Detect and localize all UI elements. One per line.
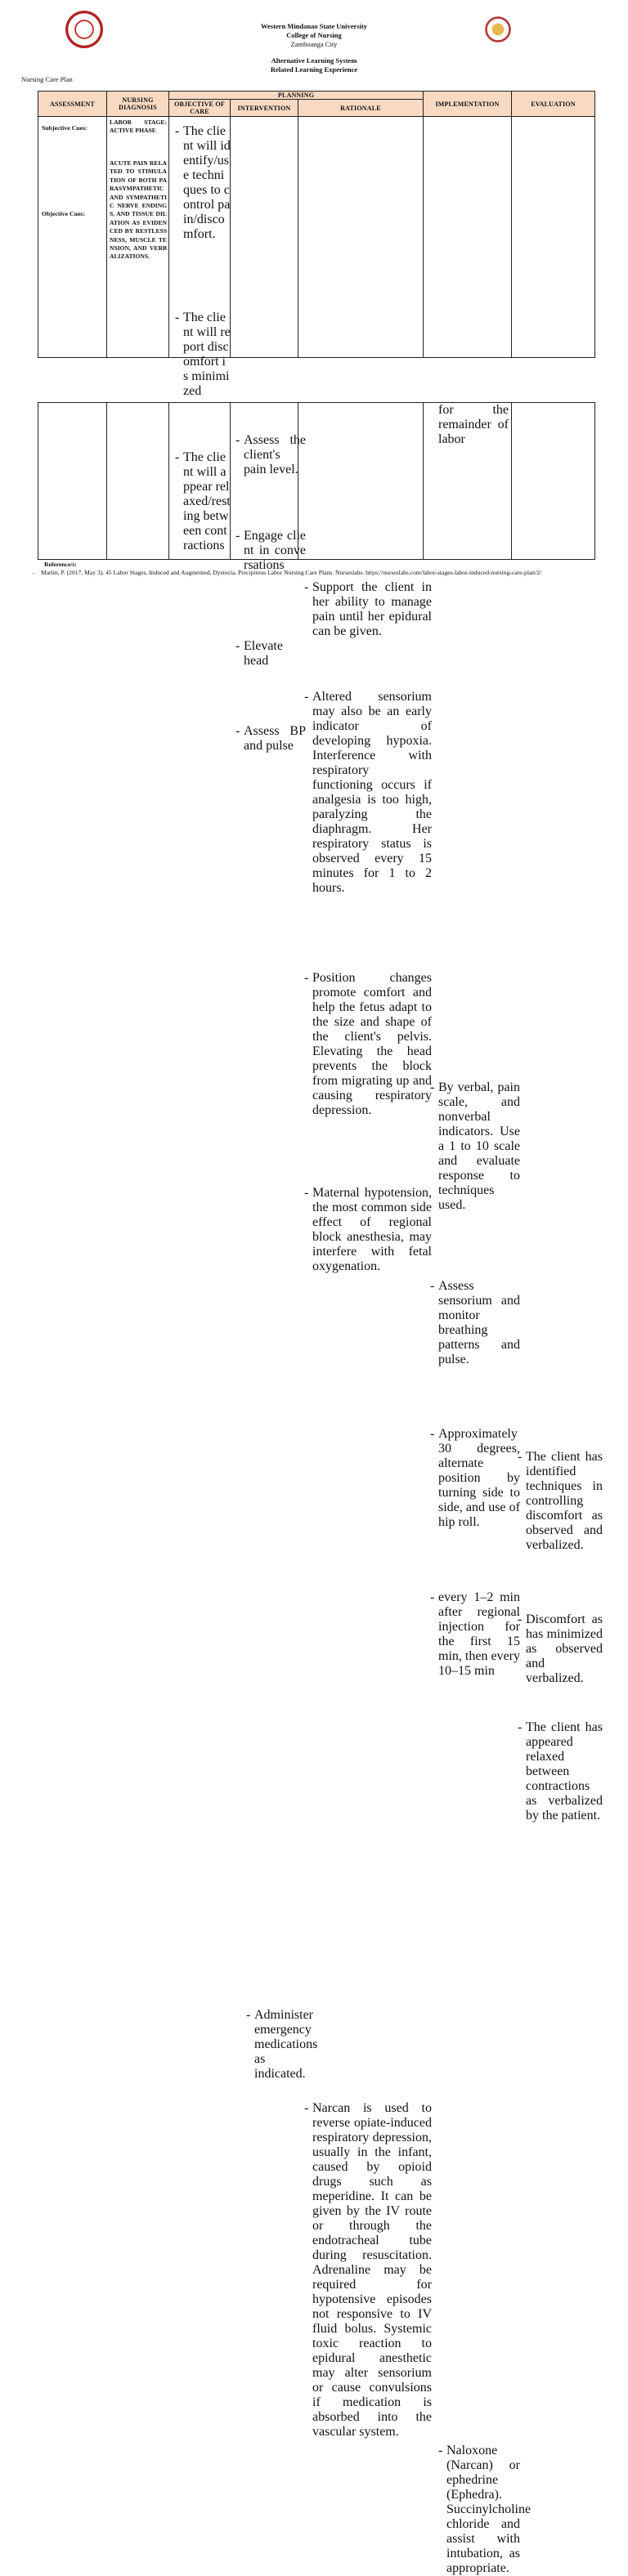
university-name: Western Mindanao State University: [260, 22, 368, 30]
intervention-item: - Administer emergency medications as indicated.: [243, 2008, 303, 2082]
rationale-header: RATIONALE: [298, 100, 424, 117]
evaluation-cell: [512, 117, 595, 358]
rationale-item: - Maternal hypotension, the most common side effect of regional block anesthesia, may interfere with fetal oxygenation.: [301, 1186, 432, 1274]
experience-title: Related Learning Experience: [270, 65, 358, 74]
intervention-item: - Assess the client's pain level.: [232, 433, 306, 477]
diagnosis-stage: LABOR STAGE: ACTIVE PHASE: [110, 119, 167, 134]
rationale-item: - Position changes promote comfort and help the fetus adapt to the size and shape of the client's pelvis. Elevating the head prevents the block from migrating up and causing respiratory depression.: [301, 971, 432, 1118]
nursing-diagnosis-header: NURSING DIAGNOSIS: [107, 92, 169, 117]
system-title: Alternative Learning System: [271, 56, 357, 65]
objective-item: - The client will identify/use techniques to control pain/discomfort.: [172, 124, 231, 242]
implementation-item: - Assess sensorium and monitor breathing patterns and pulse.: [427, 1279, 520, 1367]
assessment-cell: [38, 117, 107, 358]
rationale-item: - Altered sensorium may also be an early indicator of developing hypoxia. Interference with respiratory functioning occurs if analgesia is too high, paralyzing the diaphragm. Her respiratory status is observed every 15 minutes for 1 to 2 hours.: [301, 690, 432, 896]
evaluation-item: - The client has appeared relaxed between contractions as verbalized by the patient.: [514, 1720, 603, 1823]
objective-item: - The client will report discomfort is minimized: [172, 311, 231, 399]
evaluation-header: EVALUATION: [512, 92, 595, 117]
objective-cell: [169, 403, 231, 560]
intervention-item: - Assess BP and pulse: [232, 724, 306, 754]
city-name: Zamboanga City: [290, 40, 338, 48]
intervention-item: - Engage client in conversations: [232, 529, 306, 573]
references-heading: Reference/s:: [44, 561, 77, 568]
assessment-cell: [38, 403, 107, 560]
objective-header: OBJECTIVE OF CARE: [169, 100, 231, 117]
implementation-cell: [424, 117, 512, 358]
rationale-cell: [298, 117, 424, 358]
objective-item: - The client will appear relaxed/resting between contractions: [172, 450, 231, 553]
reference-entry: - Martin, P. (2017, May 3). 45 Labor Stages, Induced and Augmented, Dystocia, Precipitous Labor Nursing Care Plans. Nurseslabs. https://nurseslabs.com/labor-stages-labor-induced-nursing-care-plan/2/: [29, 569, 600, 576]
rationale-item: - Support the client in her ability to manage pain until her epidural can be given.: [301, 580, 432, 639]
diagnosis-cell: [107, 403, 169, 560]
evaluation-item: - Discomfort as has minimized as observed and verbalized.: [514, 1612, 603, 1686]
implementation-item: - Naloxone (Narcan) or ephedrine (Ephedra). Succinylcholine chloride and assist with intubation, as appropriate.: [435, 2444, 520, 2576]
objective-cues-label: Objective Cues:: [42, 210, 86, 217]
implementation-continuation: for the remainder of labor: [438, 403, 509, 446]
rationale-item: - Narcan is used to reverse opiate-induced respiratory depression, usually in the infant, caused by opioid drugs such as meperidine. It can be given by the IV route or through the endotracheal tube during resuscitation. Adrenaline may be required for hypotensive episodes not responsive to IV fluid bolus. Systemic toxic reaction to epidural anesthetic may alter sensorium or cause convulsions if medication is absorbed into the vascular system.: [301, 2101, 432, 2440]
rationale-cell: [298, 403, 424, 560]
subjective-cues-label: Subjective Cues:: [42, 124, 87, 132]
college-name: College of Nursing: [286, 31, 342, 39]
implementation-item: - By verbal, pain scale, and nonverbal indicators. Use a 1 to 10 scale and evaluate response to techniques used.: [427, 1080, 520, 1213]
care-plan-continuation-table: [38, 402, 595, 560]
document-title: Nursing Care Plan: [21, 75, 73, 83]
diagnosis-statement: ACUTE PAIN RELATED TO STIMULATION OF BOTH PARASYMPATHETIC AND SYMPATHETIC NERVE ENDINGS, AND TISSUE DILATION AS EVIDENCED BY RESTLESSNESS, MUSCLE TENSION, AND VERBALIZATIONS.: [110, 159, 167, 261]
assessment-header: ASSESSMENT: [38, 92, 107, 117]
intervention-cell: [231, 403, 298, 560]
intervention-cell: [231, 117, 298, 358]
intervention-item: - Elevate head: [232, 639, 293, 669]
evaluation-cell: [512, 403, 595, 560]
planning-header: PLANNING: [169, 92, 424, 100]
intervention-header: INTERVENTION: [231, 100, 298, 117]
implementation-header: IMPLEMENTATION: [424, 92, 512, 117]
implementation-item: - every 1–2 min after regional injection for the first 15 min, then every 10–15 min: [427, 1590, 520, 1636]
implementation-item: - Approximately 30 degrees, alternate position by turning side to side, and use of hip roll.: [427, 1427, 520, 1530]
evaluation-item: - The client has identified techniques in controlling discomfort as observed and verbalized.: [514, 1450, 603, 1553]
